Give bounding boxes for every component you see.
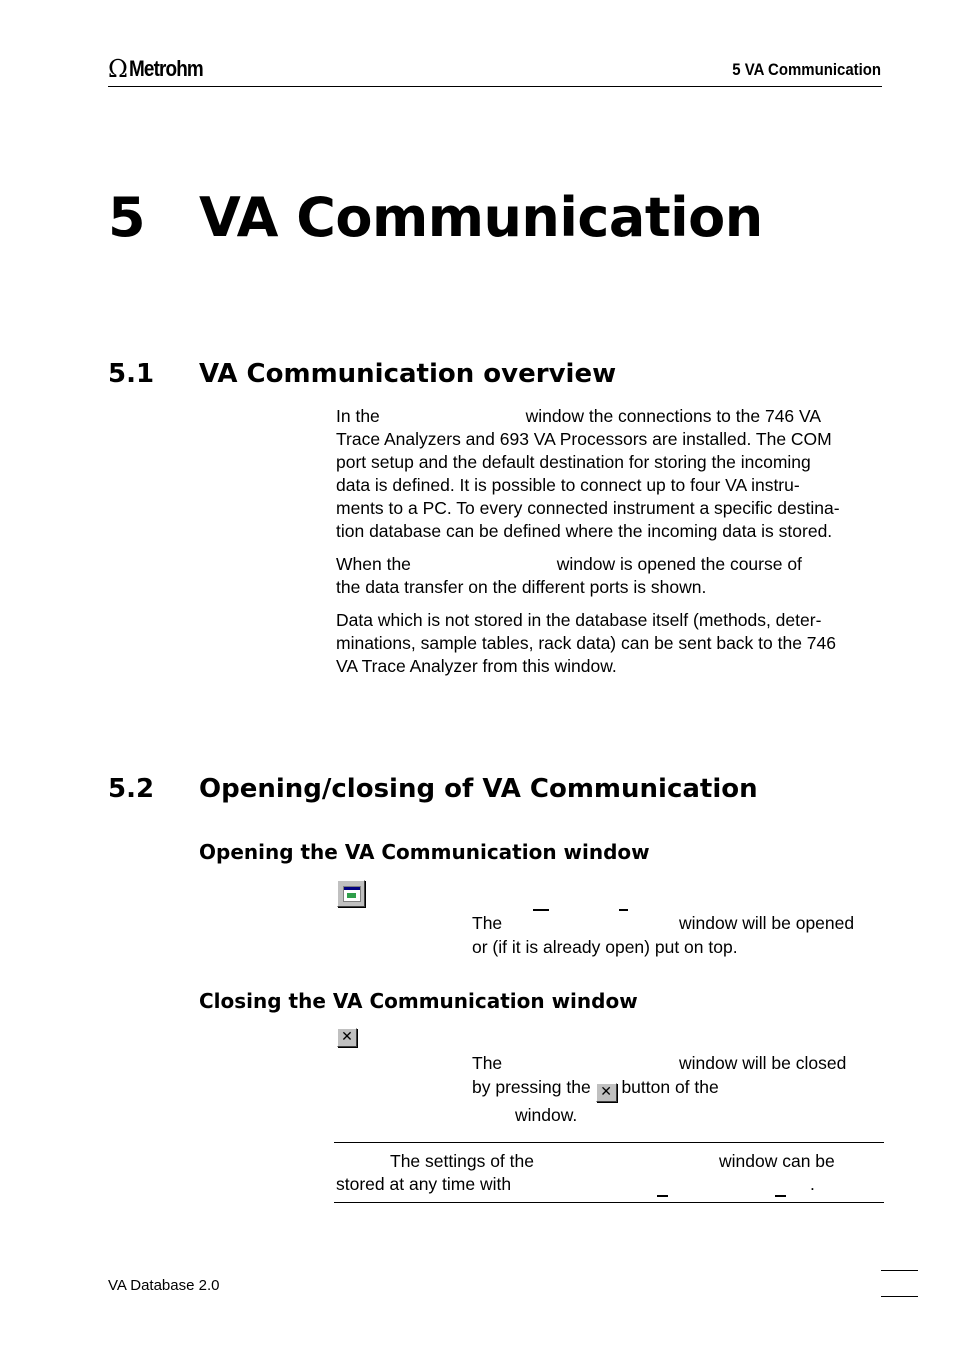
text-line: The window will be closed	[472, 1053, 847, 1073]
section-2-title: Opening/closing of VA Communication	[199, 774, 758, 804]
text-line: data is defined. It is possible to connect up to four VA instru-	[336, 475, 800, 495]
window-icon	[343, 886, 361, 902]
text-line: In the window the connections to the 746 VA	[336, 406, 822, 426]
section-1-number: 5.1	[108, 359, 155, 389]
text-line: VA Trace Analyzer from this window.	[336, 656, 617, 676]
section-1-paragraph-3	[336, 609, 884, 678]
chapter-number: 5	[108, 186, 146, 249]
close-icon[interactable]: ✕	[337, 1028, 357, 1047]
text-line: ments to a PC. To every connected instrument a specific destina-	[336, 498, 840, 518]
footer-rule	[881, 1270, 918, 1271]
opening-heading: Opening the VA Communication window	[199, 840, 650, 864]
metrohm-logo	[108, 55, 215, 83]
footer-product-name: VA Database 2.0	[108, 1277, 220, 1294]
note-bottom-rule	[334, 1202, 884, 1203]
note-text	[336, 1150, 884, 1196]
running-head: 5 VA Communication	[732, 60, 881, 79]
text-line: The settings of the window can be	[390, 1151, 835, 1171]
text-line: port setup and the default destination for storing the incoming	[336, 452, 811, 472]
text-line: the data transfer on the different ports is shown.	[336, 577, 707, 597]
text-line: tion database can be defined where the incoming data is stored.	[336, 521, 833, 541]
note-top-rule	[334, 1142, 884, 1143]
text-line: by pressing the ✕ button of the	[472, 1075, 884, 1103]
text-line: window.	[515, 1105, 578, 1125]
chapter-title: VA Communication	[199, 186, 763, 249]
text-line: or (if it is already open) put on top.	[472, 937, 738, 957]
text-line: Data which is not stored in the database itself (methods, deter-	[336, 610, 822, 630]
closing-description	[472, 1051, 884, 1127]
footer-rule	[881, 1296, 918, 1297]
section-1-paragraph-1	[336, 405, 884, 543]
opening-description	[472, 911, 884, 959]
text-line: minations, sample tables, rack data) can be sent back to the 746	[336, 633, 837, 653]
menu-underline-mark	[775, 1195, 786, 1197]
text-line: The window will be opened	[472, 913, 855, 933]
section-1-title: VA Communication overview	[199, 359, 617, 389]
va-communication-toolbar-button[interactable]	[337, 880, 365, 907]
text-line: When the window is opened the course of	[336, 554, 802, 574]
omega-icon: Ω	[108, 55, 128, 83]
inline-close-button[interactable]	[596, 1083, 617, 1103]
logo-text: Metrohm	[128, 56, 203, 81]
header-rule	[108, 86, 882, 87]
close-icon: ✕	[596, 1083, 617, 1102]
text-line: Trace Analyzers and 693 VA Processors are installed. The COM	[336, 429, 832, 449]
menu-underline-mark	[657, 1195, 668, 1197]
section-1-paragraph-2	[336, 553, 884, 599]
section-2-number: 5.2	[108, 774, 155, 804]
text-line: stored at any time with .	[336, 1174, 815, 1194]
closing-heading: Closing the VA Communication window	[199, 989, 638, 1013]
